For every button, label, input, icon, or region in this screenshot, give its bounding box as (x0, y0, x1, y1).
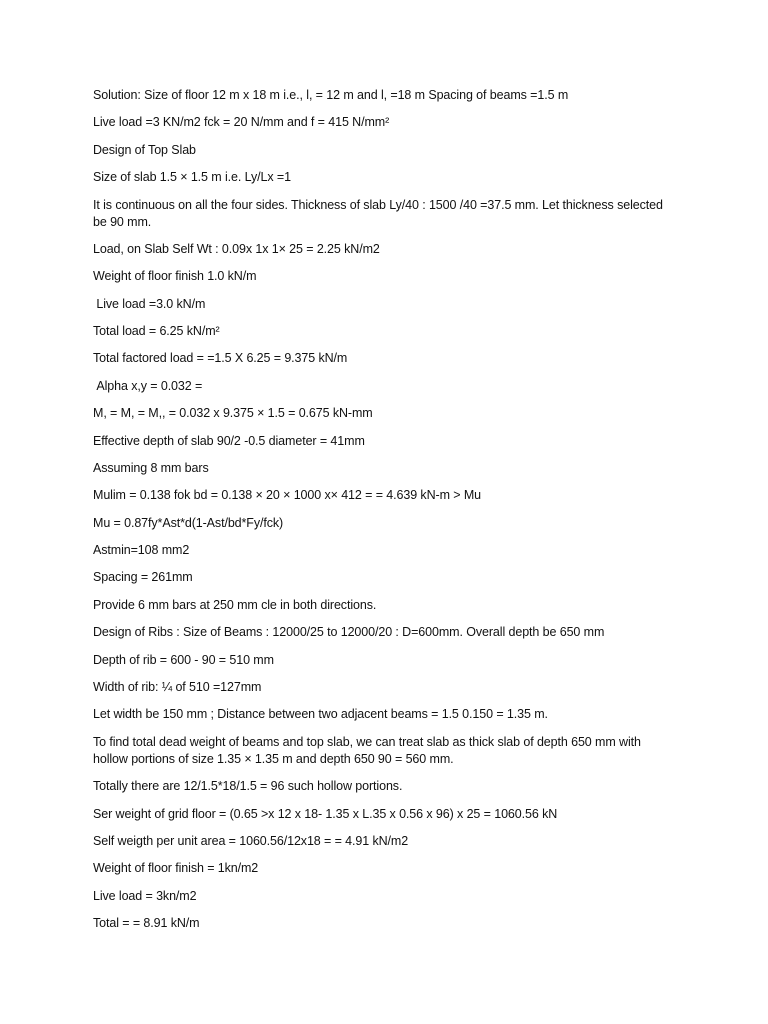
text-line-solution: Solution: Size of floor 12 m x 18 m i.e., l, = 12 m and l, =18 m Spacing of beams =1.5 m (93, 88, 569, 102)
text-line-grid-floor-weight: Ser weight of grid floor = (0.65 >x 12 x 18- 1.35 x L.35 x 0.56 x 96) x 25 = 1060.56 kN (93, 807, 558, 821)
text-line-mu-formula: Mu = 0.87fy*Ast*d(1-Ast/bd*Fy/fck) (93, 516, 284, 530)
text-line-width-of-rib: Width of rib: ¼ of 510 =127mm (93, 680, 262, 694)
text-line-floor-finish: Weight of floor finish 1.0 kN/m (93, 269, 257, 283)
text-line-alpha: Alpha x,y = 0.032 = (93, 379, 203, 393)
text-line-effective-depth: Effective depth of slab 90/2 -0.5 diameter = 41mm (93, 434, 365, 448)
text-line-live-load: Live load =3.0 kN/m (93, 297, 206, 311)
text-line-mulim: Mulim = 0.138 fok bd = 0.138 × 20 × 1000 x× 412 = = 4.639 kN-m > Mu (93, 488, 481, 502)
text-line-live-load-2: Live load = 3kn/m2 (93, 889, 197, 903)
text-line-moments: M, = M, = M,, = 0.032 x 9.375 × 1.5 = 0.675 kN-mm (93, 406, 373, 420)
text-line-live-load-spec: Live load =3 KN/m2 fck = 20 N/mm and f = 415 N/mm² (93, 115, 390, 129)
text-line-provide-bars: Provide 6 mm bars at 250 mm cle in both directions. (93, 598, 377, 612)
text-line-continuous-sides: It is continuous on all the four sides. Thickness of slab Ly/40 : 1500 /40 =37.5 mm. Let thickness selected be 90 mm. (93, 198, 667, 229)
text-line-assuming-bars: Assuming 8 mm bars (93, 461, 209, 475)
text-line-size-of-slab: Size of slab 1.5 × 1.5 m i.e. Ly/Lx =1 (93, 170, 291, 184)
text-line-depth-of-rib: Depth of rib = 600 - 90 = 510 mm (93, 653, 274, 667)
text-line-width-assumption: Let width be 150 mm ; Distance between two adjacent beams = 1.5 0.150 = 1.35 m. (93, 707, 548, 721)
text-line-spacing: Spacing = 261mm (93, 570, 193, 584)
text-line-total: Total = = 8.91 kN/m (93, 916, 200, 930)
text-line-design-top-slab: Design of Top Slab (93, 143, 196, 157)
text-line-design-ribs: Design of Ribs : Size of Beams : 12000/25 to 12000/20 : D=600mm. Overall depth be 650 mm (93, 625, 605, 639)
text-line-total-load: Total load = 6.25 kN/m² (93, 324, 220, 338)
text-line-self-weight-unit-area: Self weigth per unit area = 1060.56/12x18 = = 4.91 kN/m2 (93, 834, 409, 848)
text-line-floor-finish-2: Weight of floor finish = 1kn/m2 (93, 861, 259, 875)
text-line-factored-load: Total factored load = =1.5 X 6.25 = 9.375 kN/m (93, 351, 348, 365)
text-line-hollow-portions: Totally there are 12/1.5*18/1.5 = 96 such hollow portions. (93, 779, 403, 793)
text-line-dead-weight: To find total dead weight of beams and top slab, we can treat slab as thick slab of depth 650 mm with hollow portions of size 1.35 × 1.35 m and depth 650 90 = 560 mm. (93, 735, 645, 766)
text-line-astmin: Astmin=108 mm2 (93, 543, 190, 557)
text-line-self-weight: Load, on Slab Self Wt : 0.09x 1x 1× 25 = 2.25 kN/m2 (93, 242, 380, 256)
